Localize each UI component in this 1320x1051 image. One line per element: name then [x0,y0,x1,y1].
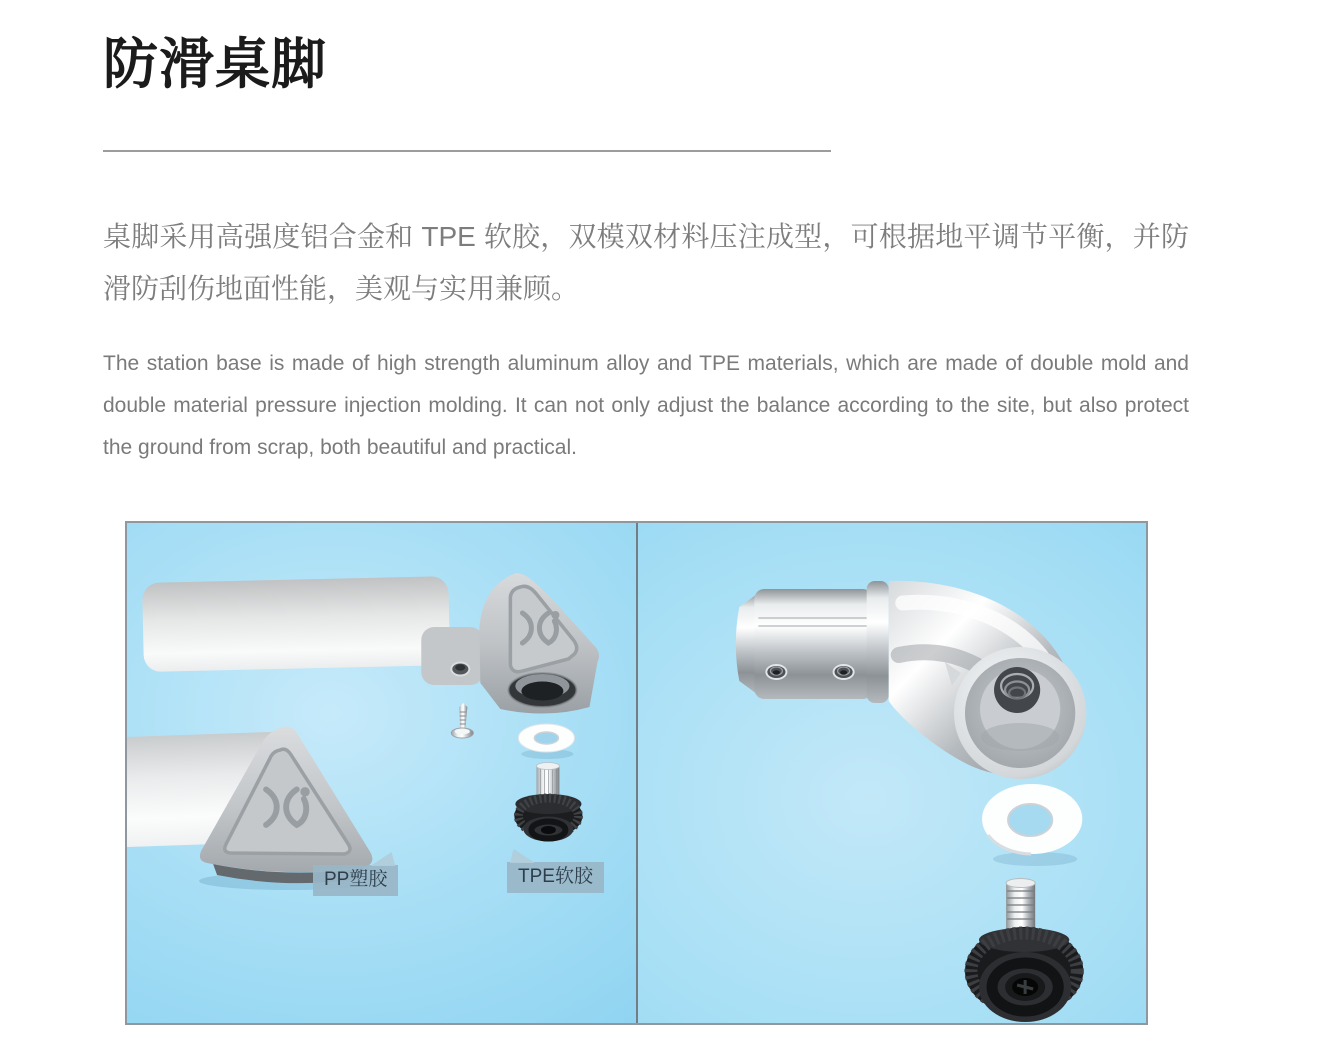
threaded-center-hole [994,667,1040,713]
callout-pp-label: PP塑胶 [324,869,388,890]
threaded-hole [766,665,786,679]
tpe-foot [964,879,1082,1023]
corner-foot-exploded-illustration [127,523,636,1023]
description-chinese: 桌脚采用高强度铝合金和 TPE 软胶，双模双材料压注成型，可根据地平调节平衡，并防滑防刮伤地面性能，美观与实用兼顾。 [103,221,1189,304]
elbow-foot-exploded-illustration [638,523,1147,1023]
threaded-hole [833,665,853,679]
washer [518,724,574,759]
elbow-connector [735,581,1086,779]
callout-pp-plastic [313,865,398,896]
callout-tpe-label: TPE软胶 [518,866,593,887]
top-tube [142,576,450,672]
callout-tpe-rubber [507,862,604,893]
title-divider [103,150,831,152]
tpe-foot [514,763,582,842]
figure-left-panel [127,523,636,1023]
description-english: The station base is made of high strength aluminum alloy and TPE materials, which are made of double mold and double material pressure injection molding. It can not only adjust the balance according to the site, but also protect the ground from scrap, both beautiful and practical. [103,352,1189,459]
screw [451,703,473,738]
washer [982,784,1082,866]
figure-right-panel [636,523,1147,1023]
product-figure [125,521,1148,1025]
page-title: 防滑桌脚 [103,33,328,95]
